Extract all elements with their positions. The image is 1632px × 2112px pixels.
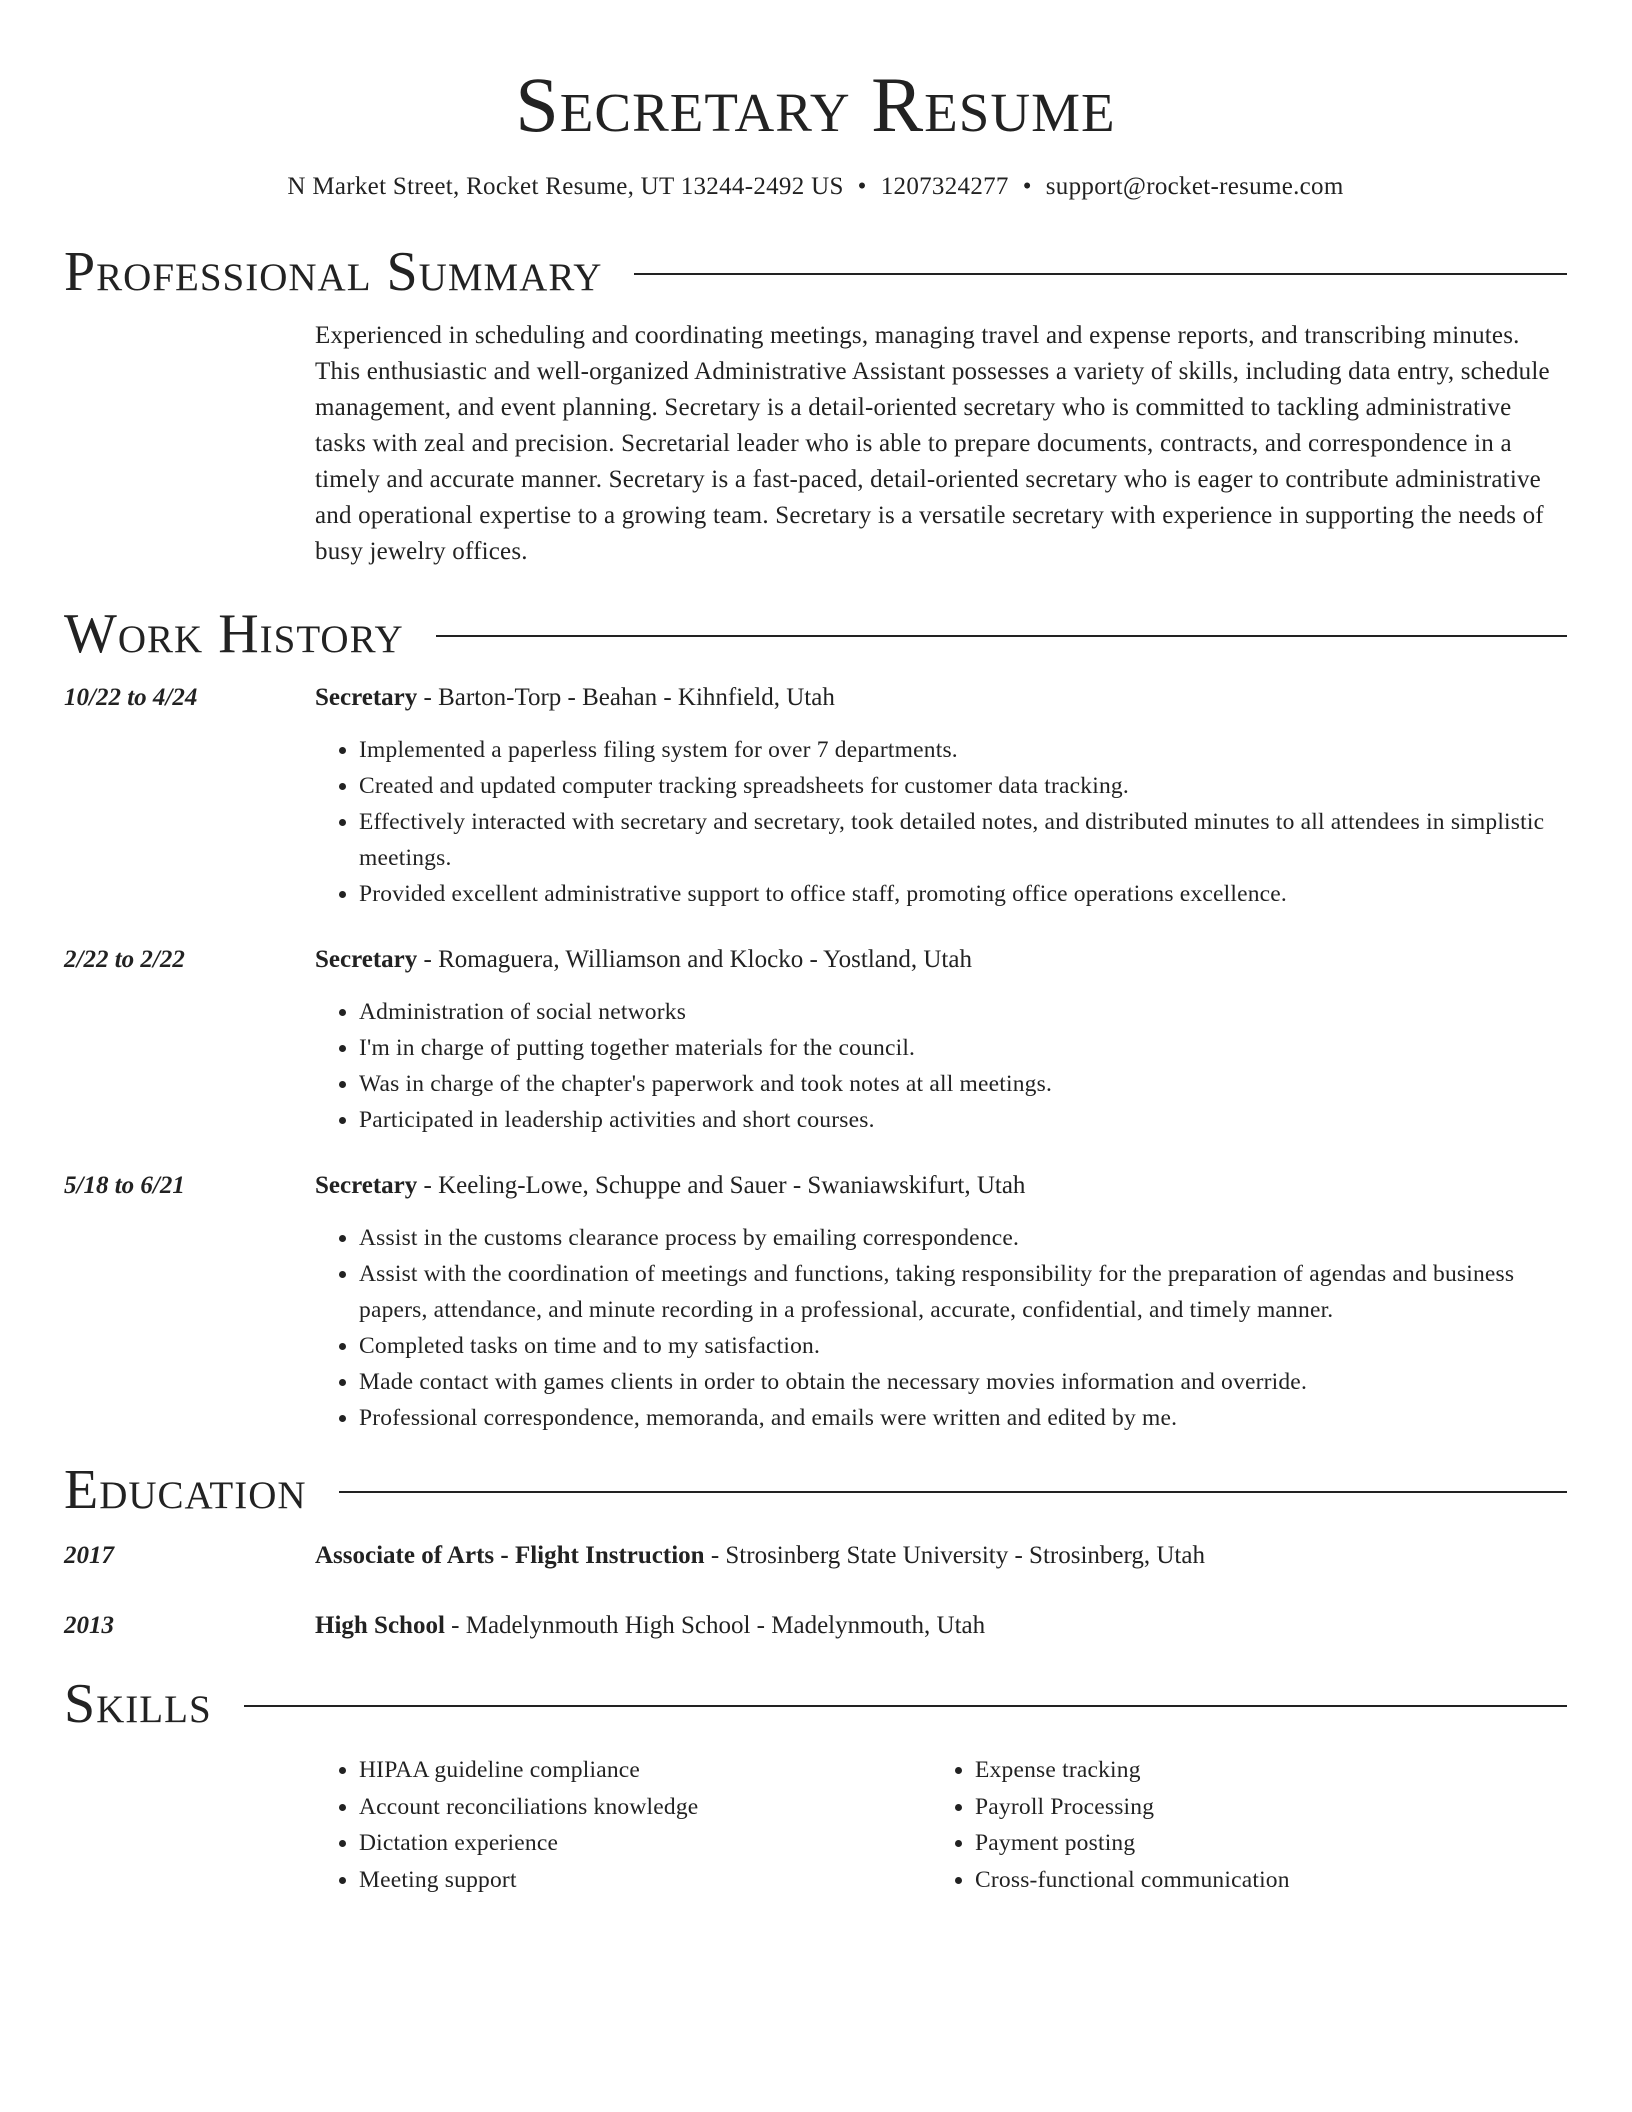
job-bullets-spacer — [64, 978, 315, 1138]
skill-item: • Payroll Processing — [975, 1789, 1290, 1826]
job-role: Secretary — [315, 684, 418, 711]
job-entry — [64, 942, 1567, 1138]
job-bullet: • Administration of social networks — [359, 994, 1567, 1030]
job-bullet: • Effectively interacted with secretary and secretary, took detailed notes, and distributed minutes to all attendees in simplistic meetings. — [359, 804, 1567, 876]
job-bullets-container — [315, 1204, 1567, 1436]
resume-title: Secretary Resume — [515, 61, 1116, 148]
section-divider — [436, 635, 1567, 637]
education-year: 2017 — [64, 1542, 114, 1569]
job-dates: 5/18 to 6/21 — [64, 1172, 185, 1199]
section-divider — [244, 1705, 1567, 1707]
skills-column-2 — [931, 1752, 1290, 1898]
skills-list — [315, 1752, 1567, 1898]
skill-item: • Cross-functional communication — [975, 1862, 1290, 1899]
job-bullet: • Created and updated computer tracking spreadsheets for customer data tracking. — [359, 768, 1567, 804]
job-bullets-container — [315, 716, 1567, 912]
education-degree: Associate of Arts - Flight Instruction — [315, 1542, 705, 1569]
job-role: Secretary — [315, 1172, 418, 1199]
education-title — [315, 1538, 1567, 1574]
contact-separator: • — [857, 173, 867, 200]
job-bullet: • Completed tasks on time and to my satisfaction. — [359, 1328, 1567, 1364]
job-bullet: • I'm in charge of putting together materials for the council. — [359, 1030, 1567, 1066]
job-dates: 2/22 to 2/22 — [64, 946, 185, 973]
education-details: - Madelynmouth High School - Madelynmouth, Utah — [444, 1612, 986, 1639]
job-header — [64, 942, 1567, 978]
education-entry — [64, 1538, 1567, 1574]
summary-row — [64, 304, 1567, 570]
skill-item: • Payment posting — [975, 1825, 1290, 1862]
work-section-header — [64, 602, 1567, 666]
education-details: - Strosinberg State University - Strosinberg, Utah — [704, 1542, 1205, 1569]
job-dates: 10/22 to 4/24 — [64, 684, 198, 711]
job-bullet: • Implemented a paperless filing system for over 7 departments. — [359, 732, 1567, 768]
contact-address: N Market Street, Rocket Resume, UT 13244-2492 US — [287, 173, 844, 200]
job-bullet: • Was in charge of the chapter's paperwork and took notes at all meetings. — [359, 1066, 1567, 1102]
job-bullet: • Made contact with games clients in order to obtain the necessary movies information and override. — [359, 1364, 1567, 1400]
resume-page — [64, 0, 1567, 1898]
job-bullet: • Assist with the coordination of meetings and functions, taking responsibility for the preparation of agendas and business papers, attendance, and minute recording in a professional, accurate, confidential, and timely manner. — [359, 1256, 1567, 1328]
job-details: - Keeling-Lowe, Schuppe and Sauer - Swaniawskifurt, Utah — [417, 1172, 1026, 1199]
job-bullets — [315, 1220, 1567, 1436]
education-entry — [64, 1608, 1567, 1644]
section-divider — [634, 273, 1567, 275]
job-bullets-row — [64, 1204, 1567, 1436]
job-details: - Barton-Torp - Beahan - Kihnfield, Utah — [417, 684, 835, 711]
summary-text: Experienced in scheduling and coordinating meetings, managing travel and expense reports, and transcribing minutes. This enthusiastic and well-organized Administrative Assistant possesses a variety of skills, including data entry, schedule management, and event planning. Secretary is a detail-oriented secretary who is committed to tackling administrative tasks with zeal and precision. Secretarial leader who is able to prepare documents, contracts, and correspondence in a timely and accurate manner. Secretary is a fast-paced, detail-oriented secretary who is eager to contribute administrative and operational expertise to a growing team. Secretary is a versatile secretary with experience in supporting the needs of busy jewelry offices. — [315, 322, 1550, 565]
contact-separator: • — [1022, 173, 1032, 200]
job-bullets — [315, 994, 1567, 1138]
skill-item: • Account reconciliations knowledge — [359, 1789, 931, 1826]
job-bullets-spacer — [64, 1204, 315, 1436]
section-title-work: Work History — [64, 603, 404, 665]
job-entry — [64, 1168, 1567, 1436]
section-title-education: Education — [64, 1459, 307, 1521]
job-title — [315, 680, 1567, 716]
job-bullets — [315, 732, 1567, 912]
job-header — [64, 680, 1567, 716]
job-bullet: • Professional correspondence, memoranda, and emails were written and edited by me. — [359, 1400, 1567, 1436]
job-bullets-row — [64, 716, 1567, 912]
section-title-skills: Skills — [64, 1673, 212, 1735]
education-year: 2013 — [64, 1612, 114, 1639]
education-title — [315, 1608, 1567, 1644]
job-bullets-spacer — [64, 716, 315, 912]
contact-email: support@rocket-resume.com — [1045, 173, 1344, 200]
job-bullet: • Participated in leadership activities and short courses. — [359, 1102, 1567, 1138]
education-section-header — [64, 1458, 1567, 1522]
job-bullets-row — [64, 978, 1567, 1138]
job-bullets-container — [315, 978, 1567, 1138]
section-divider — [339, 1491, 1567, 1493]
skill-item: • Meeting support — [359, 1862, 931, 1899]
job-role: Secretary — [315, 946, 418, 973]
skills-section-header — [64, 1672, 1567, 1736]
contact-line — [64, 172, 1567, 202]
job-bullet: • Assist in the customs clearance process by emailing correspondence. — [359, 1220, 1567, 1256]
summary-section-header — [64, 240, 1567, 304]
job-title — [315, 942, 1567, 978]
section-title-summary: Professional Summary — [64, 241, 603, 303]
skill-item: • HIPAA guideline compliance — [359, 1752, 931, 1789]
job-entry — [64, 680, 1567, 912]
skill-item: • Expense tracking — [975, 1752, 1290, 1789]
skill-item: • Dictation experience — [359, 1825, 931, 1862]
summary-spacer — [64, 304, 315, 570]
job-bullet: • Provided excellent administrative support to office staff, promoting office operations excellence. — [359, 876, 1567, 912]
job-details: - Romaguera, Williamson and Klocko - Yostland, Utah — [417, 946, 972, 973]
skills-column-1 — [315, 1752, 931, 1898]
education-degree: High School — [315, 1612, 445, 1639]
contact-phone: 1207324277 — [880, 173, 1009, 200]
job-title — [315, 1168, 1567, 1204]
job-header — [64, 1168, 1567, 1204]
